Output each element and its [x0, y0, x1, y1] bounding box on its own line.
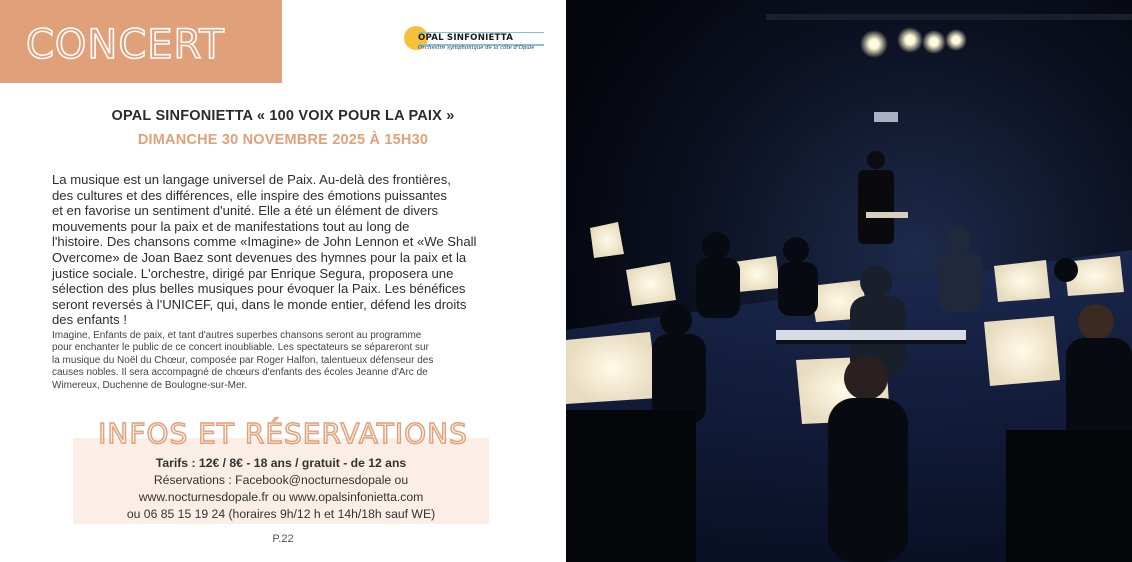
orchestra-photo — [566, 0, 1132, 562]
description-line: mouvements pour la paix et de manifestations tout au long de — [52, 218, 410, 234]
program-line: Imagine, Enfants de paix, et tant d'autres superbes chansons seront au programme — [52, 330, 422, 341]
info-tarifs: Tarifs : 12€ / 8€ - 18 ans / gratuit - de 12 ans — [155, 456, 407, 470]
concert-banner — [0, 0, 282, 83]
description-line: des cultures et des différences, elle inspire des émotions puissantes — [52, 187, 447, 203]
program-line: pour enchanter le public de ce concert inoubliable. Les spectateurs se sépareront sur — [52, 342, 429, 354]
description-line: justice sociale. L'orchestre, dirigé par Enrique Segura, proposera une — [52, 265, 454, 281]
description-line: seront reversés à l'UNICEF, qui, dans le monde entier, défend les droits — [52, 296, 467, 312]
description-line: Overcome» de Joan Baez sont devenues des hymnes pour la paix et la — [52, 249, 467, 265]
description-line: et en favorise un sentiment d'unité. Elle a été un élément de divers — [52, 203, 439, 219]
program-text — [52, 330, 516, 392]
event-title: OPAL SINFONIETTA « 100 VOIX POUR LA PAIX » — [111, 108, 455, 124]
opal-sinfonietta-logo — [404, 24, 544, 60]
description-line: sélection des plus belles musiques pour évoquer la Paix. Les bénéfices — [52, 281, 466, 297]
event-date: DIMANCHE 30 NOVEMBRE 2025 À 15H30 — [137, 132, 429, 148]
program-line: causes nobles. Il sera accompagné de chœurs d'enfants des écoles Jeanne d'Arc de — [52, 367, 428, 379]
info-heading: INFOS ET RÉSERVATIONS — [98, 417, 468, 450]
page-number: P.22 — [272, 533, 294, 545]
info-websites: www.nocturnesdopale.fr ou www.opalsinfonietta.com — [138, 490, 424, 504]
concert-banner-label: CONCERT — [26, 22, 225, 68]
info-phone: ou 06 85 15 19 24 (horaires 9h/12 h et 14h/18h sauf WE) — [126, 507, 436, 521]
description-text — [52, 172, 516, 328]
description-line: des enfants ! — [52, 312, 127, 328]
program-line: la musique du Noël du Chœur, composée par Roger Halfon, talentueux défenseur des — [52, 354, 434, 366]
description-line: La musique est un langage universel de Paix. Au-delà des frontières, — [52, 172, 451, 187]
logo-tagline: Orchestre symphonique de la côte d'Opale — [418, 45, 535, 51]
program-line: Wimereux, Duchenne de Boulogne-sur-Mer. — [52, 379, 248, 391]
info-reservations: Réservations : Facebook@nocturnesdopale ou — [153, 473, 409, 487]
logo-name: OPAL SINFONIETTA — [418, 33, 514, 43]
description-line: l'histoire. Des chansons comme «Imagine» de John Lennon et «We Shall — [52, 234, 477, 250]
keyboard-instrument — [776, 330, 966, 344]
